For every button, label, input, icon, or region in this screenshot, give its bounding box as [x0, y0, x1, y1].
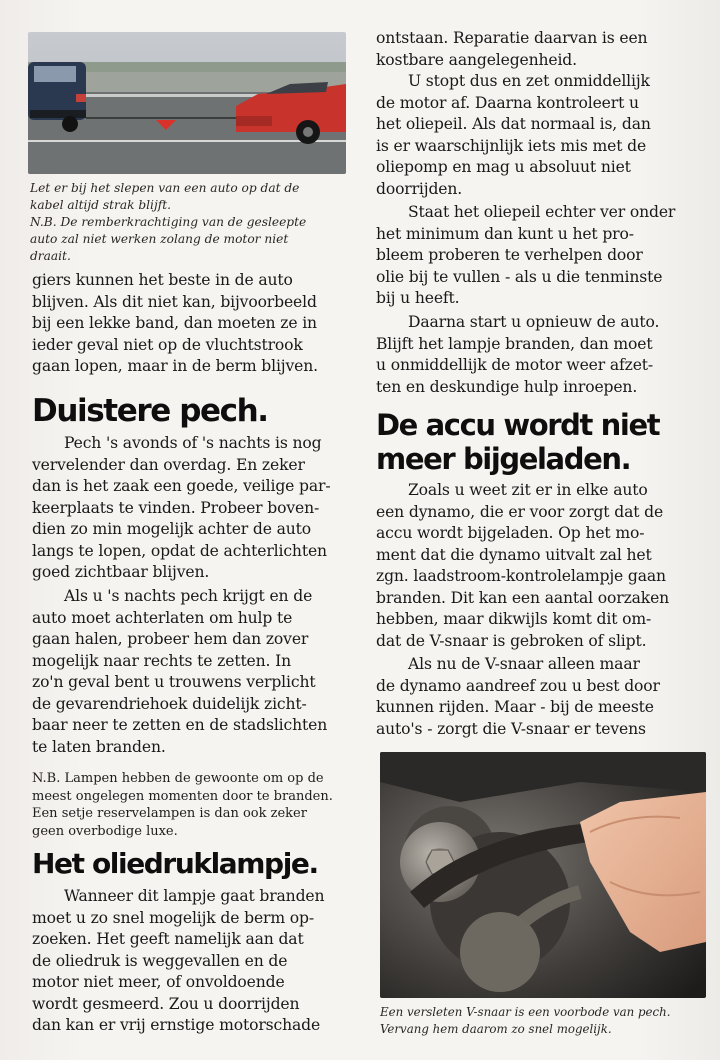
- heading-text: Het oliedruklampje.: [32, 847, 318, 880]
- text-line: is er waarschijnlijk iets mis met de: [376, 136, 647, 155]
- paragraph-olie: [32, 886, 324, 1037]
- paragraph-intro: [32, 270, 318, 378]
- text-line: oliepomp en mag u absoluut niet: [376, 158, 631, 176]
- text-line: het oliepeil. Als dat normaal is, dan: [376, 115, 651, 133]
- text-line: bij u heeft.: [376, 289, 460, 307]
- text-line: Staat het oliepeil echter ver onder: [408, 203, 676, 221]
- text-line: motor niet meer, of onvoldoende: [32, 973, 285, 991]
- text-line: doorrijden.: [376, 179, 463, 198]
- text-line: auto's - zorgt die V-snaar er tevens: [376, 719, 646, 738]
- caption-line: Vervang hem daarom zo snel mogelijk.: [380, 1022, 612, 1036]
- text-line: Wanneer dit lampje gaat branden: [64, 887, 325, 905]
- text-line: moet u zo snel mogelijk de berm op-: [32, 908, 314, 927]
- text-line: bij een lekke band, dan moeten ze in: [32, 314, 317, 332]
- text-line: baar neer te zetten en de stadslichten: [32, 716, 328, 734]
- note-line: N.B. Lampen hebben de gewoonte om op de: [32, 771, 324, 786]
- text-line: dat de V-snaar is gebroken of slipt.: [376, 631, 647, 650]
- text-line: Zoals u weet zit er in elke auto: [408, 481, 648, 499]
- heading-duistere-pech: [32, 392, 268, 430]
- text-line: zoeken. Het geeft namelijk aan dat: [32, 930, 304, 948]
- heading-line: De accu wordt niet: [376, 408, 660, 442]
- caption-line: auto zal niet werken zolang de motor niet: [30, 232, 289, 246]
- text-line: de dynamo aandreef zou u best door: [376, 676, 660, 695]
- text-line: ten en deskundige hulp inroepen.: [376, 377, 638, 396]
- text-line: de oliedruk is weggevallen en de: [32, 951, 288, 970]
- caption-line: kabel altijd strak blijft.: [30, 198, 172, 212]
- heading-line: meer bijgeladen.: [376, 442, 631, 476]
- text-line: kostbare aangelegenheid.: [376, 50, 577, 69]
- vsnaar-photo-image: [380, 752, 706, 998]
- text-line: dan kan er vrij ernstige motorschade: [32, 1016, 321, 1034]
- paragraph-vsnaar: [376, 654, 660, 740]
- caption-line: N.B. De remberkrachtiging van de gesleepte: [30, 215, 307, 229]
- caption-line: Een versleten V-snaar is een voorbode van pech.: [380, 1005, 671, 1019]
- towing-photo-image: [28, 32, 346, 174]
- text-line: mogelijk naar rechts te zetten. In: [32, 651, 292, 670]
- text-line: ment dat die dynamo uitvalt zal het: [376, 545, 652, 564]
- text-line: Daarna start u opnieuw de auto.: [408, 313, 660, 331]
- text-line: vervelender dan overdag. En zeker: [32, 455, 305, 474]
- text-line: de motor af. Daarna kontroleert u: [376, 93, 639, 112]
- text-line: bleem proberen te verhelpen door: [376, 246, 643, 264]
- vsnaar-photo: [380, 752, 706, 998]
- paragraph-duister-1: [32, 433, 330, 584]
- caption-line: Let er bij het slepen van een auto op dat de: [30, 181, 300, 195]
- text-line: dien zo min mogelijk achter de auto: [32, 520, 312, 538]
- text-line: keerplaats te vinden. Probeer boven-: [32, 498, 320, 517]
- paragraph-oliepeil: [376, 202, 675, 310]
- photo-caption-bottom: [380, 1004, 671, 1038]
- text-line: Als nu de V-snaar alleen maar: [408, 655, 640, 673]
- text-line: auto moet achterlaten om hulp te: [32, 608, 293, 627]
- note-line: meest ongelegen momenten door te branden.: [32, 788, 333, 804]
- text-line: hebben, maar dikwijls komt dit om-: [376, 610, 652, 628]
- note-line: Een setje reservelampen is dan ook zeker: [32, 806, 307, 821]
- text-line: een dynamo, die er voor zorgt dat de: [376, 502, 664, 521]
- text-line: Als u 's nachts pech krijgt en de: [64, 587, 313, 605]
- caption-line: draait.: [30, 249, 71, 263]
- text-line: langs te lopen, opdat de achterlichten: [32, 541, 327, 560]
- text-line: accu wordt bijgeladen. Op het mo-: [376, 524, 645, 542]
- text-line: giers kunnen het beste in de auto: [32, 271, 293, 289]
- text-line: ieder geval niet op de vluchtstrook: [32, 335, 303, 354]
- paragraph-continuation: [376, 28, 647, 71]
- text-line: zgn. laadstroom-kontrolelampje gaan: [376, 567, 666, 585]
- paragraph-stop: [376, 71, 651, 200]
- text-line: U stopt dus en zet onmiddellijk: [408, 72, 650, 90]
- paragraph-dynamo: [376, 480, 669, 652]
- heading-oliedruklampje: [32, 846, 318, 882]
- text-line: blijven. Als dit niet kan, bijvoorbeeld: [32, 292, 317, 311]
- text-line: Pech 's avonds of 's nachts is nog: [64, 434, 322, 452]
- text-line: u onmiddellijk de motor weer afzet-: [376, 356, 654, 374]
- text-line: Blijft het lampje branden, dan moet: [376, 334, 653, 353]
- text-line: zo'n geval bent u trouwens verplicht: [32, 673, 316, 691]
- paragraph-herstart: [376, 312, 659, 398]
- text-line: de gevarendriehoek duidelijk zicht-: [32, 694, 307, 713]
- note-line: geen overbodige luxe.: [32, 823, 178, 839]
- text-line: het minimum dan kunt u het pro-: [376, 224, 634, 243]
- heading-accu: [376, 408, 659, 476]
- text-line: ontstaan. Reparatie daarvan is een: [376, 29, 648, 47]
- text-line: wordt gesmeerd. Zou u doorrijden: [32, 994, 300, 1013]
- heading-text: Duistere pech.: [32, 393, 268, 429]
- text-line: te laten branden.: [32, 737, 166, 756]
- note-lampen: [32, 770, 333, 840]
- text-line: goed zichtbaar blijven.: [32, 563, 210, 581]
- paragraph-duister-2: [32, 586, 327, 758]
- text-line: olie bij te vullen - als u die tenminste: [376, 267, 663, 286]
- text-line: kunnen rijden. Maar - bij de meeste: [376, 698, 654, 716]
- text-line: dan is het zaak een goede, veilige par-: [32, 477, 331, 495]
- text-line: gaan halen, probeer hem dan zover: [32, 630, 309, 648]
- towing-photo: [28, 32, 346, 174]
- photo-caption-top: [30, 180, 306, 265]
- text-line: branden. Dit kan een aantal oorzaken: [376, 588, 670, 607]
- text-line: gaan lopen, maar in de berm blijven.: [32, 357, 318, 375]
